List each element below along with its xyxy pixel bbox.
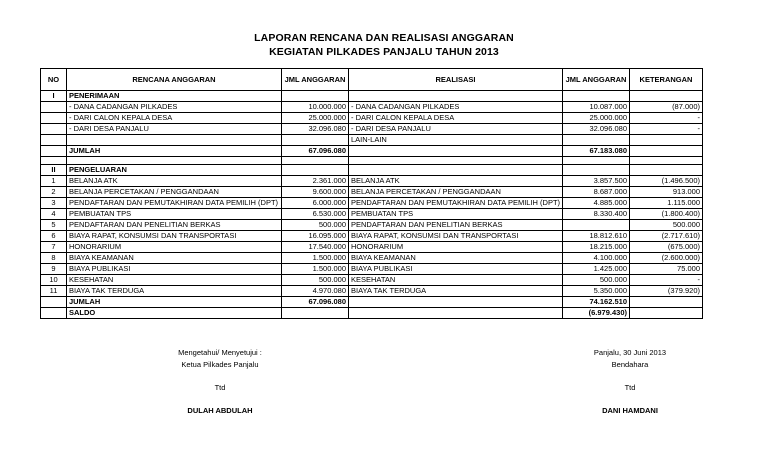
total-real-amount: 74.162.510 [563, 297, 630, 308]
realisasi-amount: 1.425.000 [563, 264, 630, 275]
saldo-label: SALDO [67, 308, 282, 319]
sig-right-ttd: Ttd [624, 383, 636, 392]
saldo-amount: (6.979.430) [563, 308, 630, 319]
plan-item: BIAYA PUBLIKASI [67, 264, 282, 275]
realisasi-amount: 3.857.500 [563, 176, 630, 187]
keterangan: (379.920) [630, 286, 703, 297]
table-row [41, 135, 703, 146]
realisasi-item: - DANA CADANGAN PILKADES [349, 102, 563, 113]
row-number [41, 102, 67, 113]
empty-cell [563, 165, 630, 176]
plan-amount: 32.096.080 [282, 124, 349, 135]
section-row [41, 91, 703, 102]
realisasi-amount: 4.100.000 [563, 253, 630, 264]
budget-table [40, 68, 703, 319]
report-subtitle: KEGIATAN PILKADES PANJALU TAHUN 2013 [269, 46, 499, 58]
row-number: 3 [41, 198, 67, 209]
total-plan-amount: 67.096.080 [282, 297, 349, 308]
realisasi-amount: 32.096.080 [563, 124, 630, 135]
plan-item: - DANA CADANGAN PILKADES [67, 102, 282, 113]
signature-right [570, 348, 690, 418]
table-row [41, 242, 703, 253]
realisasi-item: PEMBUATAN TPS [349, 209, 563, 220]
sig-left-name: DULAH ABDULAH [187, 406, 253, 415]
row-number: 7 [41, 242, 67, 253]
plan-amount: 500.000 [282, 275, 349, 286]
header-jml-anggaran-realisasi: JML ANGGARAN [563, 69, 630, 91]
row-number: 2 [41, 187, 67, 198]
empty-cell [349, 297, 563, 308]
realisasi-amount: 8.687.000 [563, 187, 630, 198]
table-row [41, 124, 703, 135]
realisasi-item: HONORARIUM [349, 242, 563, 253]
realisasi-amount: 18.812.610 [563, 231, 630, 242]
sig-left-ttd: Ttd [214, 383, 226, 392]
keterangan: (2.600.000) [630, 253, 703, 264]
keterangan: (1.496.500) [630, 176, 703, 187]
keterangan: - [630, 275, 703, 286]
row-number: 9 [41, 264, 67, 275]
total-row [41, 297, 703, 308]
row-number [41, 146, 67, 157]
keterangan: 1.115.000 [630, 198, 703, 209]
keterangan: (87.000) [630, 102, 703, 113]
plan-item: BIAYA RAPAT, KONSUMSI DAN TRANSPORTASI [67, 231, 282, 242]
realisasi-item: BIAYA RAPAT, KONSUMSI DAN TRANSPORTASI [349, 231, 563, 242]
row-number [41, 297, 67, 308]
table-row [41, 286, 703, 297]
table-row [41, 275, 703, 286]
table-row [41, 113, 703, 124]
empty-cell [349, 157, 563, 165]
row-number: 1 [41, 176, 67, 187]
plan-item: KESEHATAN [67, 275, 282, 286]
plan-item: PENDAFTARAN DAN PEMUTAKHIRAN DATA PEMILIH (DPT) [67, 198, 282, 209]
signature-left [160, 348, 280, 418]
section-label: PENGELUARAN [67, 165, 282, 176]
realisasi-item: LAIN-LAIN [349, 135, 563, 146]
spacer-row [41, 157, 703, 165]
realisasi-amount: 5.350.000 [563, 286, 630, 297]
row-number: 10 [41, 275, 67, 286]
empty-cell [282, 165, 349, 176]
plan-item: BIAYA TAK TERDUGA [67, 286, 282, 297]
report-title: LAPORAN RENCANA DAN REALISASI ANGGARAN [254, 32, 514, 44]
total-plan-amount: 67.096.080 [282, 146, 349, 157]
empty-cell [630, 91, 703, 102]
saldo-row [41, 308, 703, 319]
table-row [41, 264, 703, 275]
empty-cell [563, 91, 630, 102]
empty-cell [41, 157, 67, 165]
plan-amount: 2.361.000 [282, 176, 349, 187]
plan-amount: 10.000.000 [282, 102, 349, 113]
plan-amount: 6.000.000 [282, 198, 349, 209]
row-number: 11 [41, 286, 67, 297]
plan-item: BELANJA PERCETAKAN / PENGGANDAAN [67, 187, 282, 198]
realisasi-amount: 10.087.000 [563, 102, 630, 113]
realisasi-item: PENDAFTARAN DAN PEMUTAKHIRAN DATA PEMILIH (DPT) [349, 198, 563, 209]
sig-right-line1: Panjalu, 30 Juni 2013 [593, 348, 667, 357]
realisasi-item: BIAYA PUBLIKASI [349, 264, 563, 275]
keterangan [630, 135, 703, 146]
empty-cell [282, 308, 349, 319]
header-rencana: RENCANA ANGGARAN [67, 69, 282, 91]
header-realisasi: REALISASI [349, 69, 563, 91]
total-real-amount: 67.183.080 [563, 146, 630, 157]
row-number [41, 308, 67, 319]
empty-cell [282, 157, 349, 165]
empty-cell [349, 146, 563, 157]
table-row [41, 253, 703, 264]
plan-amount [282, 135, 349, 146]
keterangan: 75.000 [630, 264, 703, 275]
realisasi-item: - DARI CALON KEPALA DESA [349, 113, 563, 124]
plan-item: - DARI DESA PANJALU [67, 124, 282, 135]
realisasi-item: BELANJA PERCETAKAN / PENGGANDAAN [349, 187, 563, 198]
row-number [41, 135, 67, 146]
realisasi-item: BELANJA ATK [349, 176, 563, 187]
section-number: II [41, 165, 67, 176]
total-row [41, 146, 703, 157]
row-number: 8 [41, 253, 67, 264]
table-row [41, 187, 703, 198]
empty-cell [630, 146, 703, 157]
sig-left-line1: Mengetahui/ Menyetujui : [178, 348, 262, 357]
plan-amount: 6.530.000 [282, 209, 349, 220]
row-number: 6 [41, 231, 67, 242]
keterangan: (1.800.400) [630, 209, 703, 220]
row-number: 4 [41, 209, 67, 220]
realisasi-amount [563, 220, 630, 231]
empty-cell [349, 91, 563, 102]
empty-cell [67, 157, 282, 165]
empty-cell [630, 308, 703, 319]
realisasi-item: PENDAFTARAN DAN PENELITIAN BERKAS [349, 220, 563, 231]
total-label: JUMLAH [67, 146, 282, 157]
total-label: JUMLAH [67, 297, 282, 308]
plan-amount: 500.000 [282, 220, 349, 231]
realisasi-amount: 8.330.400 [563, 209, 630, 220]
empty-cell [630, 157, 703, 165]
plan-item [67, 135, 282, 146]
plan-item: BELANJA ATK [67, 176, 282, 187]
keterangan: - [630, 124, 703, 135]
realisasi-item: BIAYA KEAMANAN [349, 253, 563, 264]
sig-right-name: DANI HAMDANI [602, 406, 658, 415]
realisasi-item: - DARI DESA PANJALU [349, 124, 563, 135]
empty-cell [349, 165, 563, 176]
plan-item: PENDAFTARAN DAN PENELITIAN BERKAS [67, 220, 282, 231]
table-row [41, 176, 703, 187]
plan-item: BIAYA KEAMANAN [67, 253, 282, 264]
section-label: PENERIMAAN [67, 91, 282, 102]
empty-cell [630, 297, 703, 308]
plan-amount: 1.500.000 [282, 264, 349, 275]
header-jml-anggaran: JML ANGGARAN [282, 69, 349, 91]
table-row [41, 220, 703, 231]
keterangan: - [630, 113, 703, 124]
row-number [41, 113, 67, 124]
plan-item: - DARI CALON KEPALA DESA [67, 113, 282, 124]
realisasi-item: BIAYA TAK TERDUGA [349, 286, 563, 297]
row-number [41, 124, 67, 135]
table-row [41, 231, 703, 242]
section-number: I [41, 91, 67, 102]
keterangan: (675.000) [630, 242, 703, 253]
plan-amount: 9.600.000 [282, 187, 349, 198]
row-number: 5 [41, 220, 67, 231]
plan-amount: 4.970.080 [282, 286, 349, 297]
realisasi-amount: 4.885.000 [563, 198, 630, 209]
table-row [41, 102, 703, 113]
plan-amount: 16.095.000 [282, 231, 349, 242]
header-keterangan: KETERANGAN [630, 69, 703, 91]
realisasi-amount: 18.215.000 [563, 242, 630, 253]
keterangan: (2.717.610) [630, 231, 703, 242]
realisasi-amount: 500.000 [563, 275, 630, 286]
empty-cell [630, 165, 703, 176]
plan-item: PEMBUATAN TPS [67, 209, 282, 220]
empty-cell [349, 308, 563, 319]
empty-cell [563, 157, 630, 165]
table-row [41, 198, 703, 209]
table-row [41, 209, 703, 220]
plan-amount: 25.000.000 [282, 113, 349, 124]
empty-cell [282, 91, 349, 102]
header-no: NO [41, 69, 67, 91]
header-row [41, 69, 703, 91]
section-row [41, 165, 703, 176]
sig-right-line2: Bendahara [611, 360, 649, 369]
plan-amount: 17.540.000 [282, 242, 349, 253]
sig-left-line2: Ketua Pilkades Panjalu [181, 360, 259, 369]
realisasi-amount: 25.000.000 [563, 113, 630, 124]
realisasi-amount [563, 135, 630, 146]
plan-item: HONORARIUM [67, 242, 282, 253]
keterangan: 500.000 [630, 220, 703, 231]
keterangan: 913.000 [630, 187, 703, 198]
realisasi-item: KESEHATAN [349, 275, 563, 286]
plan-amount: 1.500.000 [282, 253, 349, 264]
